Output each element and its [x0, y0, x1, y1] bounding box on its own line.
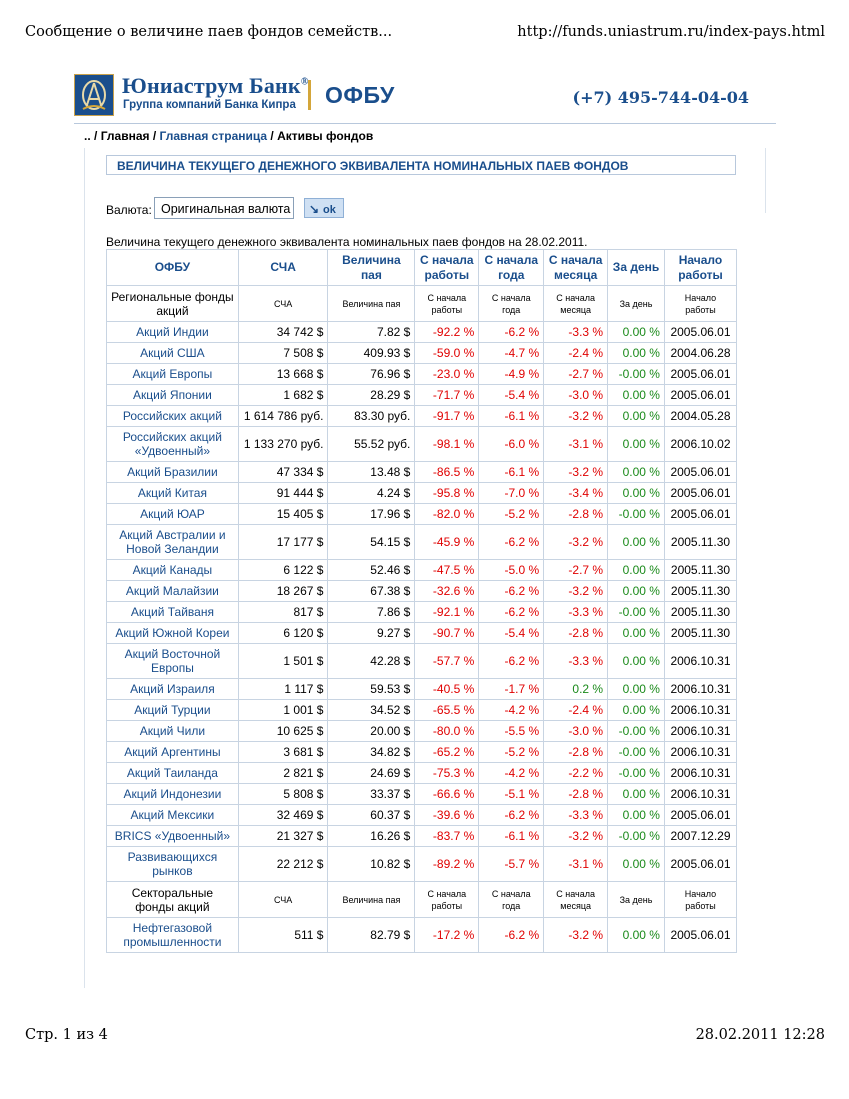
fund-scha: 15 405 $: [238, 504, 328, 525]
fund-change-start: -90.7 %: [415, 623, 479, 644]
table-caption: Величина текущего денежного эквивалента номинальных паев фондов на 28.02.2011.: [106, 235, 588, 249]
fund-name-link[interactable]: Акций Бразилии: [107, 462, 239, 483]
fund-change-month: -2.2 %: [544, 763, 608, 784]
print-header-title: Сообщение о величине паев фондов семейств...: [25, 24, 393, 40]
fund-unit-value: 55.52 руб.: [328, 427, 415, 462]
fund-change-day: 0.00 %: [608, 805, 665, 826]
fund-change-year: -5.4 %: [479, 623, 544, 644]
fund-change-day: 0.00 %: [608, 385, 665, 406]
fund-change-month: -2.8 %: [544, 742, 608, 763]
col-header-scha[interactable]: СЧА: [238, 250, 328, 286]
fund-change-year: -6.2 %: [479, 322, 544, 343]
fund-name-link[interactable]: Акций Тайваня: [107, 602, 239, 623]
fund-unit-value: 34.52 $: [328, 700, 415, 721]
breadcrumb-main-page[interactable]: Главная страница: [159, 129, 268, 143]
fund-start-date: 2005.11.30: [664, 602, 736, 623]
breadcrumb: .. / Главная / Главная страница / Активы фондов: [84, 129, 374, 143]
fund-start-date: 2006.10.31: [664, 784, 736, 805]
fund-scha: 18 267 $: [238, 581, 328, 602]
fund-change-year: -5.2 %: [479, 504, 544, 525]
fund-change-start: -89.2 %: [415, 847, 479, 882]
fund-name-link[interactable]: Акций Южной Кореи: [107, 623, 239, 644]
subheader-label: За день: [608, 882, 665, 918]
fund-change-year: -5.7 %: [479, 847, 544, 882]
fund-scha: 817 $: [238, 602, 328, 623]
fund-start-date: 2006.10.31: [664, 721, 736, 742]
print-header-url: http://funds.uniastrum.ru/index-pays.html: [517, 24, 825, 40]
subheader-label: СЧА: [238, 882, 328, 918]
fund-change-year: -4.7 %: [479, 343, 544, 364]
fund-unit-value: 82.79 $: [328, 918, 415, 953]
fund-name-link[interactable]: Акций Японии: [107, 385, 239, 406]
fund-change-month: -3.1 %: [544, 427, 608, 462]
fund-change-year: -6.2 %: [479, 581, 544, 602]
fund-name-link[interactable]: Российских акций: [107, 406, 239, 427]
fund-change-start: -91.7 %: [415, 406, 479, 427]
logo-divider: [308, 80, 311, 110]
fund-start-date: 2004.06.28: [664, 343, 736, 364]
subheader-label: Величина пая: [328, 882, 415, 918]
table-row: [107, 918, 737, 953]
fund-change-month: -2.4 %: [544, 343, 608, 364]
fund-change-day: -0.00 %: [608, 826, 665, 847]
phone-number: (+7) 495-744-04-04: [572, 88, 749, 107]
fund-change-year: -5.2 %: [479, 742, 544, 763]
fund-change-year: -5.4 %: [479, 385, 544, 406]
table-row: [107, 700, 737, 721]
fund-scha: 3 681 $: [238, 742, 328, 763]
bank-subtitle: Группа компаний Банка Кипра: [123, 99, 296, 111]
subheader-label: Начало работы: [664, 286, 736, 322]
panel-border: [84, 148, 85, 988]
fund-unit-value: 4.24 $: [328, 483, 415, 504]
fund-unit-value: 17.96 $: [328, 504, 415, 525]
fund-change-day: 0.00 %: [608, 644, 665, 679]
fund-unit-value: 28.29 $: [328, 385, 415, 406]
fund-unit-value: 10.82 $: [328, 847, 415, 882]
fund-scha: 22 212 $: [238, 847, 328, 882]
fund-start-date: 2006.10.31: [664, 679, 736, 700]
fund-change-start: -86.5 %: [415, 462, 479, 483]
table-row: [107, 679, 737, 700]
fund-change-day: 0.00 %: [608, 581, 665, 602]
fund-change-start: -95.8 %: [415, 483, 479, 504]
fund-start-date: 2005.06.01: [664, 483, 736, 504]
fund-change-start: -23.0 %: [415, 364, 479, 385]
currency-select[interactable]: Оригинальная валюта: [154, 197, 294, 219]
subheader-label: С начала месяца: [544, 882, 608, 918]
fund-scha: 91 444 $: [238, 483, 328, 504]
fund-change-month: -3.3 %: [544, 602, 608, 623]
fund-change-start: -32.6 %: [415, 581, 479, 602]
fund-change-day: 0.00 %: [608, 322, 665, 343]
fund-name-link[interactable]: Акций Восточной Европы: [107, 644, 239, 679]
ofbu-title: ОФБУ: [325, 82, 395, 108]
col-header-start[interactable]: С начала работы: [415, 250, 479, 286]
fund-change-year: -1.7 %: [479, 679, 544, 700]
col-header-pay[interactable]: Величина пая: [328, 250, 415, 286]
subheader-label: СЧА: [238, 286, 328, 322]
fund-change-start: -66.6 %: [415, 784, 479, 805]
fund-change-year: -6.1 %: [479, 462, 544, 483]
fund-start-date: 2005.06.01: [664, 805, 736, 826]
table-row: [107, 763, 737, 784]
fund-name-link[interactable]: Акций Чили: [107, 721, 239, 742]
fund-unit-value: 24.69 $: [328, 763, 415, 784]
table-row: [107, 462, 737, 483]
subheader-label: С начала работы: [415, 882, 479, 918]
fund-change-month: -2.4 %: [544, 700, 608, 721]
fund-change-start: -92.2 %: [415, 322, 479, 343]
subheader-label: Начало работы: [664, 882, 736, 918]
fund-change-day: 0.00 %: [608, 918, 665, 953]
funds-table: [106, 249, 737, 953]
fund-name-link[interactable]: Акций Малайзии: [107, 581, 239, 602]
fund-unit-value: 409.93 $: [328, 343, 415, 364]
fund-change-year: -4.2 %: [479, 700, 544, 721]
fund-name-link[interactable]: Акций Аргентины: [107, 742, 239, 763]
print-header: [25, 24, 825, 44]
currency-label: Валюта:: [106, 203, 152, 217]
fund-name-link[interactable]: Акций США: [107, 343, 239, 364]
table-row: [107, 742, 737, 763]
fund-change-month: -3.3 %: [544, 322, 608, 343]
fund-unit-value: 7.82 $: [328, 322, 415, 343]
fund-change-start: -45.9 %: [415, 525, 479, 560]
breadcrumb-home[interactable]: Главная: [100, 129, 150, 143]
fund-change-year: -6.1 %: [479, 406, 544, 427]
subheader-label: С начала года: [479, 286, 544, 322]
panel-border: [765, 148, 766, 213]
fund-start-date: 2005.06.01: [664, 364, 736, 385]
table-row: [107, 504, 737, 525]
section-name: Региональные фонды акций: [107, 286, 239, 322]
fund-change-year: -6.1 %: [479, 826, 544, 847]
fund-change-day: 0.00 %: [608, 483, 665, 504]
fund-name-link[interactable]: Акций Турции: [107, 700, 239, 721]
fund-change-day: 0.00 %: [608, 560, 665, 581]
fund-change-month: -2.8 %: [544, 623, 608, 644]
table-row: [107, 525, 737, 560]
fund-change-day: 0.00 %: [608, 679, 665, 700]
fund-change-start: -80.0 %: [415, 721, 479, 742]
fund-change-year: -4.9 %: [479, 364, 544, 385]
fund-change-year: -6.2 %: [479, 644, 544, 679]
fund-change-month: -3.2 %: [544, 581, 608, 602]
fund-change-day: -0.00 %: [608, 763, 665, 784]
fund-name-link[interactable]: Нефтегазовой промышленности: [107, 918, 239, 953]
fund-change-start: -39.6 %: [415, 805, 479, 826]
fund-scha: 13 668 $: [238, 364, 328, 385]
fund-unit-value: 67.38 $: [328, 581, 415, 602]
fund-unit-value: 20.00 $: [328, 721, 415, 742]
section-subheader-row: [107, 286, 737, 322]
fund-change-day: 0.00 %: [608, 343, 665, 364]
fund-start-date: 2006.10.02: [664, 427, 736, 462]
fund-start-date: 2005.06.01: [664, 462, 736, 483]
arrow-down-right-icon: ↘: [309, 202, 320, 216]
fund-start-date: 2004.05.28: [664, 406, 736, 427]
fund-unit-value: 13.48 $: [328, 462, 415, 483]
fund-name-link[interactable]: Акций Европы: [107, 364, 239, 385]
fund-unit-value: 9.27 $: [328, 623, 415, 644]
fund-change-year: -5.1 %: [479, 784, 544, 805]
subheader-label: За день: [608, 286, 665, 322]
fund-name-link[interactable]: Акций Индонезии: [107, 784, 239, 805]
fund-name-link[interactable]: Акций Израиля: [107, 679, 239, 700]
fund-change-start: -83.7 %: [415, 826, 479, 847]
fund-unit-value: 60.37 $: [328, 805, 415, 826]
fund-name-link[interactable]: Развивающихся рынков: [107, 847, 239, 882]
fund-scha: 1 133 270 руб.: [238, 427, 328, 462]
fund-change-year: -6.2 %: [479, 918, 544, 953]
breadcrumb-up[interactable]: ..: [84, 129, 91, 143]
fund-unit-value: 42.28 $: [328, 644, 415, 679]
table-row: [107, 483, 737, 504]
fund-unit-value: 54.15 $: [328, 525, 415, 560]
fund-start-date: 2005.06.01: [664, 385, 736, 406]
fund-unit-value: 59.53 $: [328, 679, 415, 700]
print-footer: [25, 1027, 825, 1047]
bank-name[interactable]: Юниаструм Банк®: [122, 73, 309, 98]
fund-change-start: -65.2 %: [415, 742, 479, 763]
fund-change-year: -6.0 %: [479, 427, 544, 462]
table-row: [107, 623, 737, 644]
table-row: [107, 721, 737, 742]
fund-unit-value: 7.86 $: [328, 602, 415, 623]
fund-change-day: 0.00 %: [608, 462, 665, 483]
ok-button[interactable]: ↘ ok: [304, 198, 344, 218]
fund-unit-value: 83.30 руб.: [328, 406, 415, 427]
fund-start-date: 2005.11.30: [664, 581, 736, 602]
fund-change-start: -40.5 %: [415, 679, 479, 700]
fund-change-month: -2.8 %: [544, 784, 608, 805]
fund-change-start: -57.7 %: [415, 644, 479, 679]
table-header-row: [107, 250, 737, 286]
fund-change-day: -0.00 %: [608, 742, 665, 763]
table-row: [107, 322, 737, 343]
fund-change-month: -3.1 %: [544, 847, 608, 882]
fund-name-link[interactable]: Акций Индии: [107, 322, 239, 343]
table-row: [107, 560, 737, 581]
fund-scha: 10 625 $: [238, 721, 328, 742]
fund-scha: 1 117 $: [238, 679, 328, 700]
fund-change-month: -3.0 %: [544, 385, 608, 406]
fund-change-year: -6.2 %: [479, 805, 544, 826]
fund-unit-value: 33.37 $: [328, 784, 415, 805]
fund-change-month: -3.2 %: [544, 525, 608, 560]
fund-change-start: -17.2 %: [415, 918, 479, 953]
table-row: [107, 343, 737, 364]
section-name: Секторальные фонды акций: [107, 882, 239, 918]
col-header-day[interactable]: За день: [608, 250, 665, 286]
fund-change-start: -47.5 %: [415, 560, 479, 581]
table-row: [107, 602, 737, 623]
fund-change-month: -3.3 %: [544, 644, 608, 679]
fund-change-day: -0.00 %: [608, 721, 665, 742]
fund-unit-value: 34.82 $: [328, 742, 415, 763]
fund-change-year: -6.2 %: [479, 525, 544, 560]
fund-scha: 32 469 $: [238, 805, 328, 826]
fund-scha: 511 $: [238, 918, 328, 953]
fund-change-start: -59.0 %: [415, 343, 479, 364]
fund-name-link[interactable]: Российских акций «Удвоенный»: [107, 427, 239, 462]
table-row: [107, 847, 737, 882]
fund-scha: 6 122 $: [238, 560, 328, 581]
fund-name-link[interactable]: Акций Канады: [107, 560, 239, 581]
fund-change-start: -98.1 %: [415, 427, 479, 462]
fund-unit-value: 16.26 $: [328, 826, 415, 847]
subheader-label: С начала работы: [415, 286, 479, 322]
fund-change-day: 0.00 %: [608, 623, 665, 644]
fund-start-date: 2005.06.01: [664, 847, 736, 882]
table-row: [107, 406, 737, 427]
fund-start-date: 2006.10.31: [664, 742, 736, 763]
fund-start-date: 2005.11.30: [664, 525, 736, 560]
fund-scha: 1 001 $: [238, 700, 328, 721]
fund-scha: 34 742 $: [238, 322, 328, 343]
fund-start-date: 2006.10.31: [664, 644, 736, 679]
section-subheader-row: [107, 882, 737, 918]
fund-change-day: 0.00 %: [608, 847, 665, 882]
fund-change-month: -3.2 %: [544, 826, 608, 847]
print-datetime: 28.02.2011 12:28: [695, 1027, 825, 1043]
page-number: Стр. 1 из 4: [25, 1027, 108, 1043]
table-row: [107, 364, 737, 385]
fund-change-month: 0.2 %: [544, 679, 608, 700]
fund-change-month: -3.2 %: [544, 406, 608, 427]
fund-start-date: 2005.06.01: [664, 504, 736, 525]
subheader-label: Величина пая: [328, 286, 415, 322]
fund-change-day: 0.00 %: [608, 427, 665, 462]
col-header-year[interactable]: С начала года: [479, 250, 544, 286]
table-row: [107, 644, 737, 679]
fund-change-start: -75.3 %: [415, 763, 479, 784]
breadcrumb-current: Активы фондов: [277, 129, 374, 143]
fund-change-start: -65.5 %: [415, 700, 479, 721]
fund-start-date: 2006.10.31: [664, 763, 736, 784]
fund-scha: 17 177 $: [238, 525, 328, 560]
header-divider: [74, 123, 776, 124]
fund-name-link[interactable]: Акций Таиланда: [107, 763, 239, 784]
fund-scha: 47 334 $: [238, 462, 328, 483]
fund-scha: 2 821 $: [238, 763, 328, 784]
section-title: ВЕЛИЧИНА ТЕКУЩЕГО ДЕНЕЖНОГО ЭКВИВАЛЕНТА НОМИНАЛЬНЫХ ПАЕВ ФОНДОВ: [106, 155, 736, 175]
fund-change-month: -2.8 %: [544, 504, 608, 525]
fund-start-date: 2006.10.31: [664, 700, 736, 721]
fund-scha: 1 501 $: [238, 644, 328, 679]
fund-change-day: 0.00 %: [608, 784, 665, 805]
fund-change-year: -5.0 %: [479, 560, 544, 581]
fund-scha: 6 120 $: [238, 623, 328, 644]
fund-change-month: -2.7 %: [544, 364, 608, 385]
col-header-ofbu[interactable]: ОФБУ: [107, 250, 239, 286]
fund-scha: 7 508 $: [238, 343, 328, 364]
fund-change-day: -0.00 %: [608, 602, 665, 623]
fund-start-date: 2005.06.01: [664, 918, 736, 953]
fund-change-start: -82.0 %: [415, 504, 479, 525]
fund-change-day: 0.00 %: [608, 406, 665, 427]
fund-name-link[interactable]: Акций Мексики: [107, 805, 239, 826]
fund-change-year: -4.2 %: [479, 763, 544, 784]
col-header-date[interactable]: Начало работы: [664, 250, 736, 286]
fund-change-start: -71.7 %: [415, 385, 479, 406]
table-row: [107, 826, 737, 847]
fund-change-day: -0.00 %: [608, 364, 665, 385]
table-row: [107, 805, 737, 826]
fund-change-day: 0.00 %: [608, 700, 665, 721]
fund-change-year: -5.5 %: [479, 721, 544, 742]
fund-change-year: -7.0 %: [479, 483, 544, 504]
fund-change-month: -2.7 %: [544, 560, 608, 581]
fund-change-month: -3.3 %: [544, 805, 608, 826]
fund-scha: 21 327 $: [238, 826, 328, 847]
fund-change-month: -3.0 %: [544, 721, 608, 742]
fund-unit-value: 52.46 $: [328, 560, 415, 581]
fund-start-date: 2005.11.30: [664, 560, 736, 581]
fund-unit-value: 76.96 $: [328, 364, 415, 385]
fund-name-link[interactable]: Акций ЮАР: [107, 504, 239, 525]
fund-start-date: 2005.06.01: [664, 322, 736, 343]
table-row: [107, 427, 737, 462]
fund-name-link[interactable]: Акций Китая: [107, 483, 239, 504]
table-row: [107, 385, 737, 406]
fund-change-month: -3.4 %: [544, 483, 608, 504]
subheader-label: С начала года: [479, 882, 544, 918]
table-row: [107, 784, 737, 805]
fund-change-month: -3.2 %: [544, 918, 608, 953]
fund-start-date: 2005.11.30: [664, 623, 736, 644]
table-row: [107, 581, 737, 602]
fund-change-day: 0.00 %: [608, 525, 665, 560]
fund-change-start: -92.1 %: [415, 602, 479, 623]
fund-name-link[interactable]: BRICS «Удвоенный»: [107, 826, 239, 847]
bank-logo-icon[interactable]: [74, 74, 114, 116]
fund-name-link[interactable]: Акций Австралии и Новой Зеландии: [107, 525, 239, 560]
fund-scha: 5 808 $: [238, 784, 328, 805]
fund-start-date: 2007.12.29: [664, 826, 736, 847]
fund-scha: 1 614 786 руб.: [238, 406, 328, 427]
fund-change-year: -6.2 %: [479, 602, 544, 623]
fund-scha: 1 682 $: [238, 385, 328, 406]
fund-change-day: -0.00 %: [608, 504, 665, 525]
subheader-label: С начала месяца: [544, 286, 608, 322]
col-header-month[interactable]: С начала месяца: [544, 250, 608, 286]
fund-change-month: -3.2 %: [544, 462, 608, 483]
